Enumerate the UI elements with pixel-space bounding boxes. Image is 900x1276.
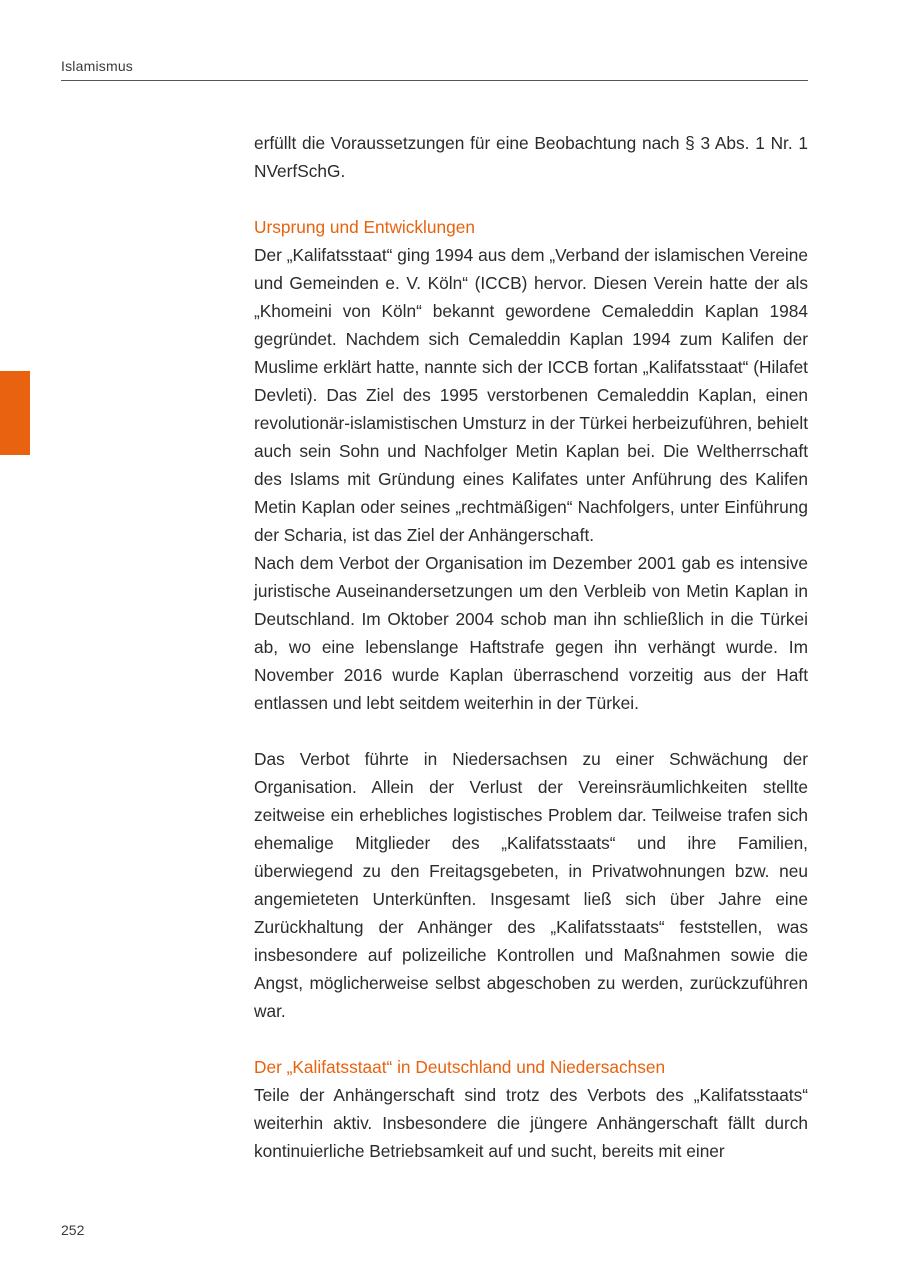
paragraph-origin: Der „Kalifatsstaat“ ging 1994 aus dem „Verband der islamischen Vereine und Gemeinden e. V. Köln“ (ICCB) hervor. Diesen Verein hatte der als „Khomeini von Köln“ bekannt gewordene Cemaleddin Kaplan 1984 gegründet. Nachdem sich Cemaleddin Kaplan 1994 zum Kalifen der Muslime erklärt hatte, nannte sich der ICCB fortan „Kalifatsstaat“ (Hilafet Devleti). Das Ziel des 1995 verstorbenen Cemaleddin Kaplan, einen revolutionär-islamistischen Umsturz in der Türkei herbeizuführen, behielt auch sein Sohn und Nachfolger Metin Kaplan bei. Die Weltherrschaft des Islams mit Gründung eines Kalifates unter Anführung des Kalifen Metin Kaplan oder seines „rechtmäßigen“ Nachfolgers, unter Einführung der Scharia, ist das Ziel der Anhängerschaft.: [254, 245, 808, 545]
header-divider: [61, 80, 808, 81]
main-text: [254, 129, 808, 1165]
running-header: Islamismus: [61, 58, 134, 74]
intro-paragraph: erfüllt die Voraussetzungen für eine Beobachtung nach § 3 Abs. 1 Nr. 1 NVerfSchG.: [254, 133, 808, 181]
paragraph-gap: [254, 185, 808, 213]
section-heading-germany: Der „Kalifatsstaat“ in Deutschland und Niedersachsen: [254, 1057, 666, 1077]
paragraph-activity: Teile der Anhängerschaft sind trotz des Verbots des „Kalifatsstaats“ weiterhin aktiv. Insbesondere die jüngere Anhängerschaft fällt durch kontinuierliche Betriebsamkeit auf und sucht, bereits mit einer: [254, 1085, 808, 1161]
section-heading-origin: Ursprung und Entwicklungen: [254, 217, 475, 237]
paragraph-gap: [254, 717, 808, 745]
paragraph-consequences: Das Verbot führte in Niedersachsen zu einer Schwächung der Organisation. Allein der Verlust der Vereinsräumlichkeiten stellte zeitweise ein erhebliches logistisches Problem dar. Teilweise trafen sich ehemalige Mitglieder des „Kalifatsstaats“ und ihre Familien, überwiegend zu den Freitagsgebeten, in Privatwohnungen bzw. neu angemieteten Unterkünften. Insgesamt ließ sich über Jahre eine Zurückhaltung der Anhänger des „Kalifatsstaats“ feststellen, was insbesondere auf polizeiliche Kontrollen und Maßnahmen sowie die Angst, möglicherweise selbst abgeschoben zu werden, zurückzuführen war.: [254, 749, 808, 1021]
page-number: 252: [61, 1222, 85, 1238]
paragraph-ban: Nach dem Verbot der Organisation im Dezember 2001 gab es intensive juristische Auseinandersetzungen um den Verbleib von Metin Kaplan in Deutschland. Im Oktober 2004 schob man ihn schließlich in die Türkei ab, wo eine lebenslange Haftstrafe gegen ihn verhängt wurde. Im November 2016 wurde Kaplan überraschend vorzeitig aus der Haft entlassen und lebt seitdem weiterhin in der Türkei.: [254, 553, 808, 713]
paragraph-gap: [254, 1025, 808, 1053]
chapter-marker: [0, 371, 30, 455]
